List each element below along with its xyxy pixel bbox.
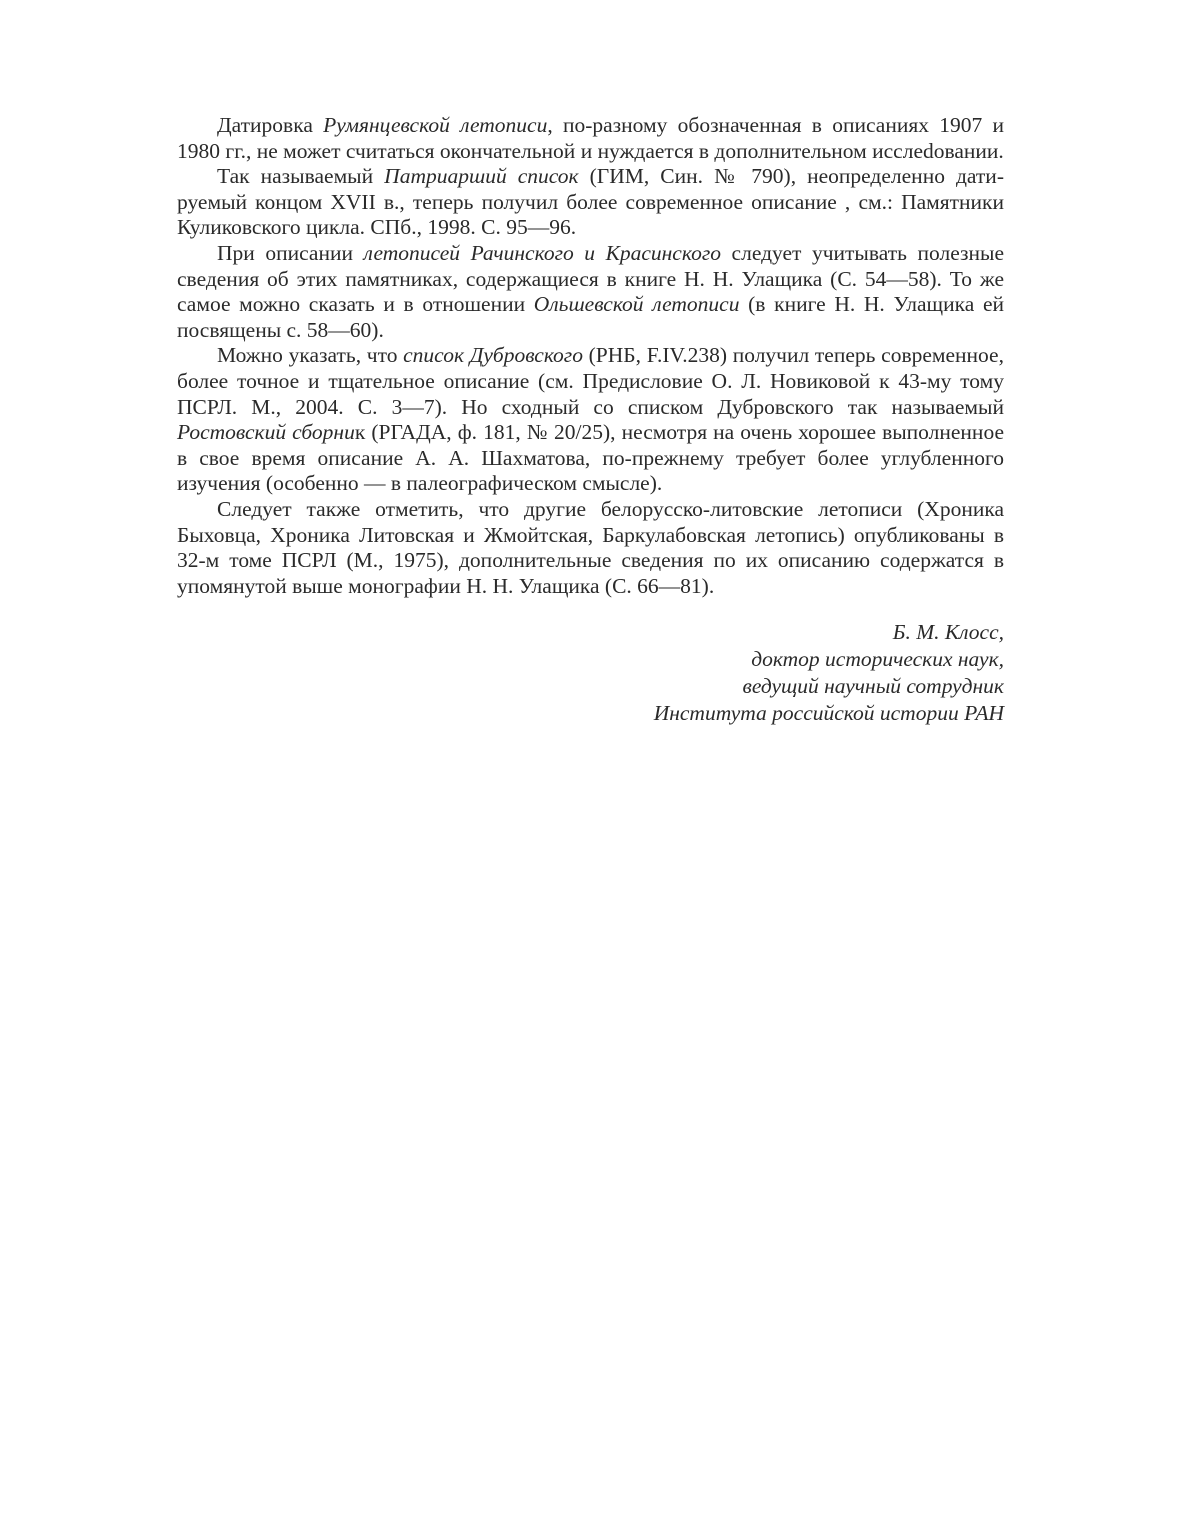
p4-seg-1: Можно указать, что [217, 343, 404, 368]
p4-seg-3: (РНБ, F.IV.238) получил теперь современное, более точное и тщательное описание (см. Предисловие О. Л. Новиковой к 43-му тому ПСРЛ. М., 2004. С. 3—7). Но сходный со списком Дубровского так называемый [177, 343, 1004, 419]
p3-seg-4-italic: Ольшевской летописи [533, 292, 740, 317]
document-page [177, 113, 1004, 727]
p4-seg-2-italic: список Дубровского [403, 343, 583, 368]
paragraph-4 [177, 343, 1004, 497]
author-institution: Института российской истории РАН [653, 701, 1004, 726]
p5-seg-1: Следует также отметить, что другие белорусско-литовские летописи (Хроника Быховца, Хроника Литовская и Жмойтская, Баркулабовская летопись) опубликованы в 32-м томе ПСРЛ (М., 1975), дополнительные сведения по их описанию содержатся в упомянутой выше монографии Н. Н. Улащика (С. 66—81). [177, 496, 1004, 598]
p1-seg-1: Датировка [217, 113, 324, 137]
p2-seg-2-italic: Патриарший список [384, 164, 579, 189]
p1-seg-2-italic: Румянцевской летописи [323, 113, 548, 137]
author-degree: доктор исторических наук, [751, 647, 1004, 672]
paragraph-2 [177, 164, 1004, 241]
p3-seg-5: (в книге Н. Н. Улащика ей посвящены с. 58—60). [177, 292, 1004, 342]
paragraph-5 [177, 497, 1004, 599]
p3-seg-1: При описании [217, 240, 364, 265]
author-position: ведущий научный сотрудник [742, 674, 1004, 699]
p4-seg-5: к (РГАДА, ф. 181, № 20/25), несмотря на очень хорошее выполненное в свое время описание А. А. Шахматова, по-прежнему требует более углубленного изучения (особенно — в палеографическом смысле). [177, 420, 1004, 496]
author-name: Б. М. Клосс, [892, 620, 1004, 645]
paragraph-3 [177, 241, 1004, 343]
p2-seg-1: Так называемый [217, 164, 385, 189]
p2-seg-3: (ГИМ, Син. № 790), неопределенно датируемый концом XVII в., теперь получил более современное описание , см.: Памятники Куликовского цикла. СПб., 1998. С. 95—96. [177, 164, 1004, 240]
paragraph-1 [177, 113, 1004, 164]
p3-seg-2-italic: летописей Рачинского и Красинского [363, 240, 721, 265]
author-signature [177, 619, 1004, 727]
p4-seg-4-italic: Ростовский сборни [177, 420, 355, 445]
p1-seg-3: , по-разному обозначенная в описаниях 1907 и 1980 гг., не может считаться окончательной и нуждается в дополнительном исслеdовании. [177, 113, 1005, 163]
p3-seg-3: следует учитывать полезные сведения об этих памятниках, содержащиеся в книге Н. Н. Улащика (С. 54—58). То же самое можно сказать и в отношении [177, 240, 1004, 317]
